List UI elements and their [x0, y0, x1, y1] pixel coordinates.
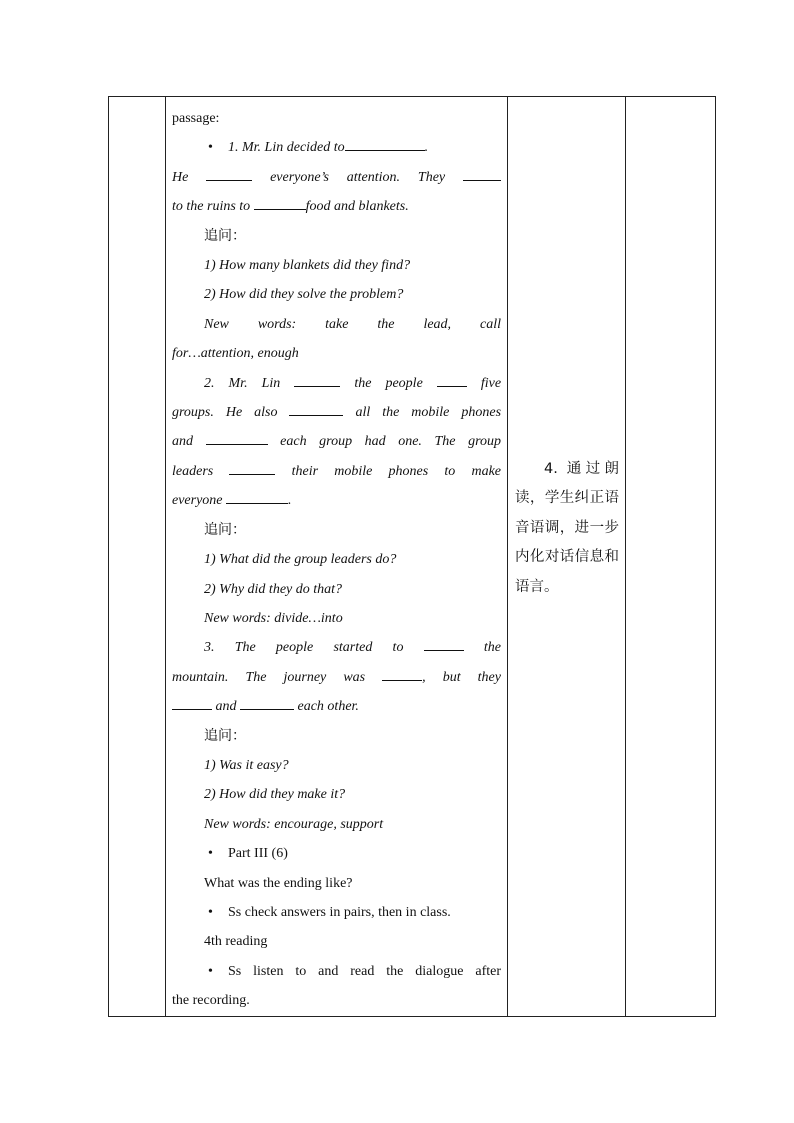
- line-q2-3: [172, 427, 501, 456]
- text: all the mobile phones: [355, 405, 502, 421]
- line-q3: [172, 633, 501, 662]
- bullet-icon: •: [208, 963, 213, 979]
- table-row: [109, 97, 716, 1017]
- part-heading: [172, 839, 501, 868]
- line-q3-2: [172, 663, 501, 692]
- text: Ss listen to and read the dialogue after: [228, 963, 501, 979]
- follow-up-heading: [172, 222, 501, 251]
- empty-cell-right: [626, 97, 716, 1017]
- bullet-icon: •: [208, 140, 213, 156]
- reading-heading: [172, 927, 501, 956]
- text: everyone: [172, 493, 223, 509]
- text: 2) How did they make it?: [204, 787, 346, 803]
- text: 1) Was it easy?: [204, 757, 289, 773]
- follow-up-question: [172, 575, 501, 604]
- text: 1) How many blankets did they find?: [204, 258, 411, 274]
- follow-up-question: [172, 780, 501, 809]
- line-passage: [172, 104, 501, 133]
- blank: [240, 697, 294, 710]
- line-q2: [172, 369, 501, 398]
- line-q1-2: [172, 163, 501, 192]
- text: leaders: [172, 463, 214, 479]
- blank: [382, 668, 422, 681]
- new-words-line: [172, 339, 501, 368]
- follow-up-heading: [172, 516, 501, 545]
- blank: [294, 374, 340, 387]
- text-passage: passage:: [172, 111, 220, 126]
- text: 2. Mr. Lin: [204, 375, 281, 391]
- blank: [345, 138, 425, 151]
- new-words-line: [172, 604, 501, 633]
- text: food and blankets.: [305, 199, 409, 215]
- question-line: [172, 869, 501, 898]
- empty-cell-left: [109, 97, 166, 1017]
- text: 1. Mr. Lin decided to: [228, 140, 345, 156]
- new-words-line: [172, 810, 501, 839]
- text: 2) Why did they do that?: [204, 581, 343, 597]
- objective-cell: [508, 97, 626, 1017]
- follow-up-question: [172, 280, 501, 309]
- blank: [172, 697, 212, 710]
- text: They: [417, 169, 446, 185]
- text: What was the ending like?: [204, 875, 353, 891]
- text: 追问：: [204, 727, 246, 744]
- text: The group: [434, 434, 502, 450]
- blank: [226, 491, 288, 504]
- line-q1-3: [172, 192, 501, 221]
- text: Part III (6): [228, 846, 288, 862]
- line-q2-4: [172, 457, 501, 486]
- follow-up-question: [172, 751, 501, 780]
- blank: [229, 462, 275, 475]
- text: for…attention, enough: [172, 346, 299, 362]
- bullet-icon: •: [208, 846, 213, 862]
- text: .: [288, 493, 292, 509]
- text: 追问：: [204, 227, 246, 244]
- blank: [206, 432, 268, 445]
- text: each group had one.: [280, 434, 422, 450]
- text: each other.: [297, 699, 359, 715]
- blank: [437, 374, 467, 387]
- line-q2-5: [172, 486, 501, 515]
- blank: [289, 403, 343, 416]
- text: .: [424, 140, 429, 156]
- text: New words: encourage, support: [204, 816, 384, 832]
- text: the recording.: [172, 993, 250, 1009]
- follow-up-question: [172, 251, 501, 280]
- objective-text: 4. 通过朗读，学生纠正语音语调，进一步内化对话信息和语言。: [515, 461, 619, 595]
- activity-line: [172, 898, 501, 927]
- teaching-procedure-cell: [166, 97, 508, 1017]
- text: mountain. The journey was: [172, 669, 366, 685]
- text: and: [215, 699, 237, 715]
- line-q1: [172, 133, 501, 162]
- text: New words: take the lead, call: [204, 316, 501, 332]
- activity-line: [172, 957, 501, 986]
- text: Ss check answers in pairs, then in class.: [228, 904, 451, 920]
- text: 3. The people started to: [204, 640, 404, 656]
- text: New words: divide…into: [204, 610, 343, 626]
- text: to the ruins to: [172, 199, 251, 215]
- activity-line-cont: [172, 986, 501, 1015]
- text: groups. He also: [172, 405, 278, 421]
- blank: [254, 197, 306, 210]
- text: and: [172, 434, 193, 450]
- text: 2) How did they solve the problem?: [204, 287, 404, 303]
- bullet-icon: •: [208, 904, 213, 920]
- text: , but they: [422, 669, 501, 685]
- blank: [463, 168, 501, 181]
- text: 4th reading: [204, 934, 268, 950]
- text: 1) What did the group leaders do?: [204, 552, 397, 568]
- line-q3-3: [172, 692, 501, 721]
- text: 追问：: [204, 521, 246, 538]
- text: the people: [354, 375, 423, 391]
- new-words-line: [172, 310, 501, 339]
- follow-up-question: [172, 545, 501, 574]
- follow-up-heading: [172, 722, 501, 751]
- text: everyone’s attention.: [270, 169, 401, 185]
- line-q2-2: [172, 398, 501, 427]
- blank: [206, 168, 252, 181]
- blank: [424, 638, 464, 651]
- text: five: [480, 375, 502, 391]
- lesson-plan-table: [108, 96, 716, 1017]
- text: the: [483, 640, 501, 656]
- text: their mobile phones to make: [291, 463, 502, 479]
- text: He: [172, 169, 189, 185]
